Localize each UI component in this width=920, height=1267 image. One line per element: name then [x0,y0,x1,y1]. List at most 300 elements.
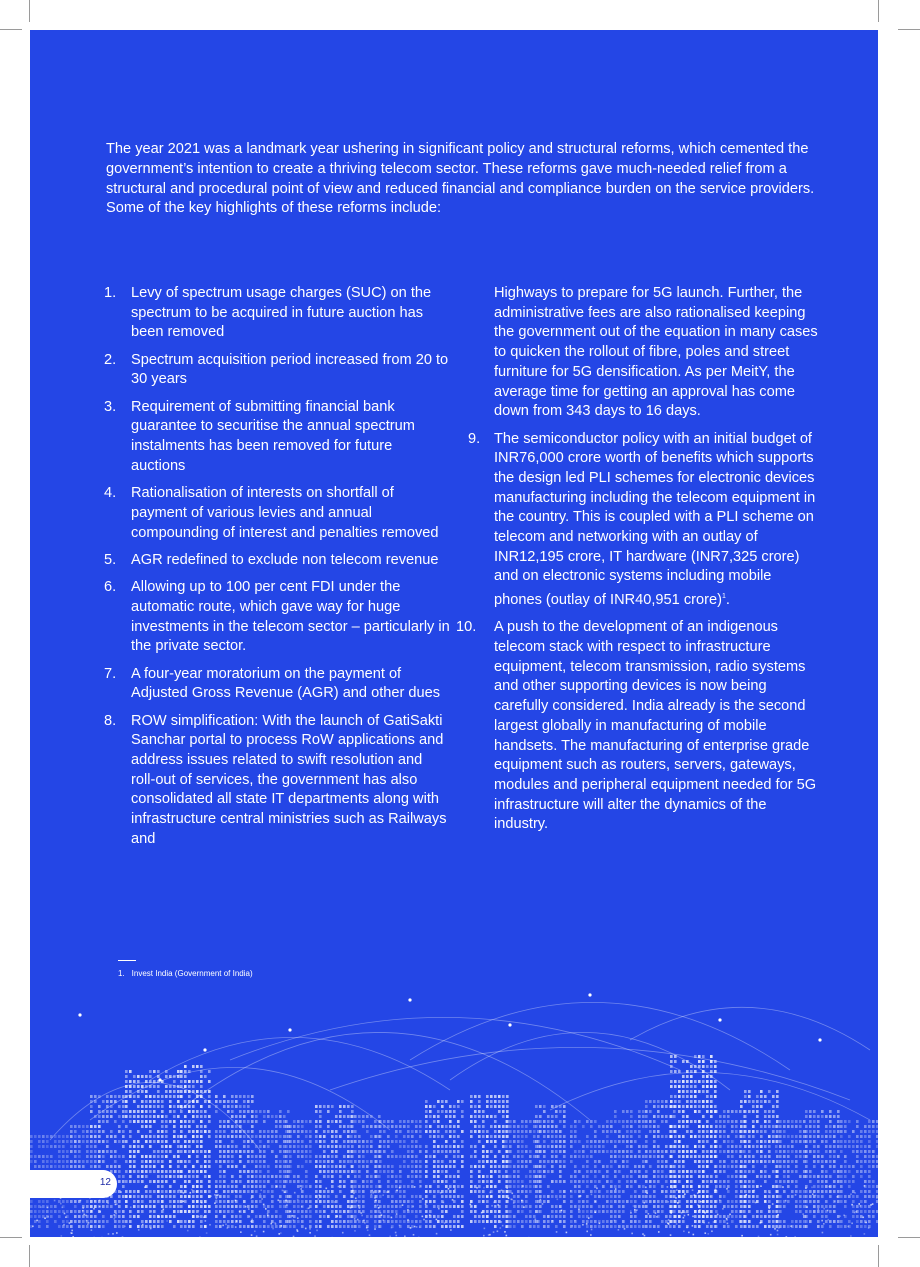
skyline-window [858,1203,860,1205]
skyline-window [279,1120,282,1123]
skyline-window [74,1135,77,1138]
skyline-window [817,1200,820,1203]
skyline-window [419,1160,422,1163]
skyline-window [543,1165,546,1168]
skyline-window [453,1185,456,1188]
skyline-window [235,1180,238,1183]
skyline-window [419,1226,421,1228]
skyline-window [517,1155,520,1158]
skyline-window [490,1185,493,1188]
skyline-window [375,1215,378,1218]
skyline-window [714,1090,717,1093]
skyline-window [173,1140,176,1143]
skyline-window [714,1220,717,1223]
crop-mark [0,29,22,30]
skyline-window [653,1190,656,1193]
skyline-window [133,1095,136,1098]
skyline-window [391,1195,394,1198]
skyline-window [180,1190,183,1193]
skyline-window [837,1110,840,1113]
skyline-window [129,1225,132,1228]
skyline-window [200,1170,203,1173]
skyline-window [823,1208,825,1210]
skyline-window [70,1150,73,1153]
skyline-window [235,1100,238,1103]
skyline-window [563,1190,566,1193]
skyline-window [770,1234,772,1236]
skyline-window [86,1210,89,1213]
skyline-window [661,1205,664,1208]
skyline-window [768,1110,771,1113]
skyline-window [727,1200,730,1203]
skyline-window [219,1210,222,1213]
skyline-window [94,1135,97,1138]
skyline-window [768,1155,771,1158]
skyline-window [293,1219,295,1221]
skyline-window [509,1190,512,1193]
skyline-window [719,1115,722,1118]
skyline-window [630,1185,633,1188]
skyline-window [323,1190,326,1193]
skyline-window [441,1165,444,1168]
skyline-window [795,1160,798,1163]
skyline-window [791,1140,794,1143]
skyline-window [259,1135,262,1138]
skyline-window [638,1195,641,1198]
skyline-window [208,1090,211,1093]
skyline-window [665,1150,668,1153]
skyline-window [470,1190,473,1193]
skyline-window [259,1200,262,1203]
skyline-window [356,1200,358,1202]
skyline-window [122,1155,125,1158]
skyline-window [248,1208,250,1210]
skyline-window [726,1219,728,1221]
skyline-window [852,1130,855,1133]
skyline-window [683,1217,685,1219]
skyline-window [309,1185,312,1188]
skyline-window [844,1175,847,1178]
skyline-window [78,1145,81,1148]
skyline-window [129,1220,132,1223]
skyline-window [445,1100,448,1103]
skyline-window [204,1150,207,1153]
skyline-window [196,1160,199,1163]
skyline-window [305,1200,308,1203]
skyline-window [300,1188,302,1190]
skyline-window [702,1205,705,1208]
skyline-window [645,1215,648,1218]
skyline-window [379,1185,382,1188]
skyline-window [678,1190,681,1193]
skyline-window [449,1185,452,1188]
skyline-window [429,1135,432,1138]
skyline-window [829,1225,832,1228]
skyline-window [622,1200,625,1203]
skyline-window [731,1200,734,1203]
skyline-window [157,1095,160,1098]
skyline-window [169,1145,172,1148]
skyline-window [752,1195,755,1198]
skyline-window [813,1165,816,1168]
skyline-window [411,1210,414,1213]
skyline-window [441,1150,444,1153]
skyline-window [618,1229,620,1231]
skyline-window [180,1075,183,1078]
skyline-window [598,1145,601,1148]
skyline-window [457,1155,460,1158]
skyline-window [149,1195,152,1198]
skyline-window [396,1190,398,1192]
skyline-window [219,1175,222,1178]
skyline-window [533,1170,536,1173]
reform-item [456,618,820,835]
skyline-window [555,1215,558,1218]
skyline-window [644,1235,646,1237]
skyline-window [787,1120,790,1123]
skyline-window [775,1220,778,1223]
skyline-window [606,1125,609,1128]
skyline-window [98,1225,101,1228]
skyline-window [161,1200,164,1203]
skyline-window [710,1100,713,1103]
skyline-window [833,1150,836,1153]
skyline-window [799,1200,802,1203]
skyline-window [46,1165,49,1168]
skyline-window [461,1195,464,1198]
skyline-window [764,1165,767,1168]
skyline-window [829,1150,832,1153]
skyline-window [301,1165,304,1168]
skyline-window [748,1195,751,1198]
skyline-window [786,1236,788,1237]
skyline-window [305,1150,308,1153]
skyline-window [453,1225,456,1228]
skyline-window [403,1220,406,1223]
skyline-window [275,1130,278,1133]
skyline-window [513,1175,516,1178]
skyline-window [403,1140,406,1143]
skyline-window [740,1130,743,1133]
skyline-window [494,1100,497,1103]
skyline-window [744,1125,747,1128]
reform-item [104,398,450,477]
skyline-window [350,1220,353,1223]
skyline-window [833,1130,836,1133]
skyline-window [169,1215,172,1218]
skyline-window [653,1130,656,1133]
skyline-window [149,1140,152,1143]
skyline-window [517,1220,520,1223]
skyline-window [180,1095,183,1098]
skyline-window [590,1215,593,1218]
skyline-window [486,1130,489,1133]
skyline-window [370,1125,373,1128]
skyline-window [840,1200,843,1203]
skyline-window [82,1210,84,1212]
skyline-window [673,1110,676,1113]
skyline-window [180,1170,183,1173]
skyline-window [513,1155,516,1158]
skyline-window [323,1160,326,1163]
skyline-window [177,1095,180,1098]
skyline-window [594,1211,596,1213]
skyline-window [582,1125,585,1128]
skyline-window [521,1140,524,1143]
skyline-window [354,1160,357,1163]
skyline-window [137,1110,140,1113]
skyline-window [570,1220,573,1223]
skyline-window [327,1175,330,1178]
skyline-window [327,1165,330,1168]
skyline-window [501,1190,503,1192]
skyline-window [354,1210,357,1213]
skyline-window [255,1135,258,1138]
skyline-window [403,1145,406,1148]
skyline-window [735,1225,738,1228]
skyline-window [498,1150,501,1153]
skyline-window [744,1170,747,1173]
crop-mark [29,1245,30,1267]
skyline-window [129,1080,132,1083]
skyline-window [535,1145,538,1148]
skyline-window [391,1175,394,1178]
skyline-window [494,1135,497,1138]
skyline-window [239,1190,242,1193]
skyline-window [504,1231,506,1233]
skyline-window [837,1125,840,1128]
skyline-window [673,1170,676,1173]
skyline-window [457,1135,460,1138]
skyline-window [297,1150,300,1153]
skyline-window [289,1211,291,1213]
skyline-window [714,1065,717,1068]
skyline-window [319,1190,322,1193]
skyline-window [756,1175,759,1178]
skyline-window [315,1200,318,1203]
skyline-window [184,1220,187,1223]
skyline-window [383,1190,386,1193]
skyline-window [760,1215,763,1218]
skyline-window [331,1130,334,1133]
skyline-window [429,1225,432,1228]
skyline-window [196,1130,199,1133]
skyline-window [739,1155,742,1158]
skyline-window [437,1160,440,1163]
skyline-window [837,1190,840,1193]
skyline-window [860,1135,863,1138]
skyline-window [586,1140,589,1143]
skyline-window [54,1205,57,1208]
skyline-window [200,1125,203,1128]
skyline-window [362,1200,365,1203]
skyline-window [719,1130,722,1133]
skyline-window [327,1160,330,1163]
skyline-window [699,1209,701,1211]
skyline-window [99,1206,101,1208]
skyline-window [267,1210,270,1213]
skyline-window [674,1100,677,1103]
skyline-window [735,1125,738,1128]
skyline-window [698,1135,701,1138]
skyline-window [657,1200,660,1203]
skyline-window [618,1190,621,1193]
skyline-window [204,1175,207,1178]
skyline-window [590,1180,593,1183]
skyline-window [719,1195,722,1198]
skyline-window [305,1228,307,1230]
skyline-window [149,1190,152,1193]
skyline-window [634,1155,637,1158]
skyline-window [618,1130,621,1133]
skyline-window [825,1150,828,1153]
skyline-window [649,1200,652,1203]
skyline-window [389,1236,391,1237]
skyline-window [547,1135,550,1138]
skyline-window [653,1225,656,1228]
skyline-window [453,1165,456,1168]
skyline-window [686,1080,689,1083]
skyline-window [387,1195,390,1198]
skyline-window [787,1155,790,1158]
skyline-window [559,1135,562,1138]
skyline-window [614,1210,617,1213]
skyline-window [686,1100,689,1103]
skyline-window [674,1095,677,1098]
skyline-window [284,1191,286,1193]
skyline-window [223,1095,226,1098]
skyline-window [411,1140,414,1143]
skyline-window [856,1205,859,1208]
skyline-window [192,1220,195,1223]
skyline-window [631,1233,633,1235]
skyline-window [457,1105,460,1108]
skyline-window [779,1135,782,1138]
skyline-window [90,1155,93,1158]
skyline-window [231,1165,234,1168]
skyline-window [622,1220,625,1223]
skyline-window [741,1235,743,1237]
skyline-window [301,1190,304,1193]
skyline-window [715,1165,718,1168]
skyline-window [315,1220,318,1223]
skyline-window [267,1140,270,1143]
skyline-window [137,1115,140,1118]
skyline-window [411,1150,414,1153]
skyline-window [319,1165,322,1168]
skyline-window [707,1233,709,1235]
skyline-window [723,1205,726,1208]
skyline-window [114,1120,117,1123]
skyline-window [626,1155,629,1158]
city-skyline-illustration [30,970,878,1237]
skyline-window [38,1135,41,1138]
skyline-window [200,1085,203,1088]
skyline-window [665,1200,668,1203]
skyline-window [407,1175,410,1178]
skyline-window [192,1065,195,1068]
skyline-window [255,1205,258,1208]
skyline-window [114,1170,117,1173]
skyline-window [642,1115,645,1118]
skyline-window [319,1220,322,1223]
skyline-window [478,1135,481,1138]
skyline-window [102,1140,105,1143]
skyline-window [698,1125,701,1128]
skyline-window [74,1150,77,1153]
skyline-window [743,1135,746,1138]
skyline-window [141,1105,144,1108]
skyline-window [227,1110,230,1113]
skyline-window [535,1185,538,1188]
skyline-window [772,1195,775,1198]
skyline-window [391,1185,394,1188]
skyline-window [378,1115,381,1118]
skyline-window [661,1100,664,1103]
skyline-window [165,1190,168,1193]
skyline-window [494,1170,497,1173]
skyline-window [649,1150,652,1153]
network-arc [630,1007,870,1050]
skyline-window [829,1135,832,1138]
skyline-window [748,1185,751,1188]
skyline-window [839,1215,841,1217]
skyline-window [343,1180,346,1183]
skyline-window [411,1185,414,1188]
skyline-window [791,1145,794,1148]
skyline-window [692,1216,694,1218]
skyline-window [433,1120,436,1123]
skyline-window [555,1155,558,1158]
skyline-window [837,1225,840,1228]
skyline-window [141,1200,144,1203]
skyline-window [247,1120,250,1123]
skyline-window [702,1065,705,1068]
skyline-window [70,1220,73,1223]
skyline-window [715,1170,718,1173]
skyline-window [188,1090,191,1093]
skyline-window [366,1160,369,1163]
skyline-window [646,1192,648,1194]
skyline-window [110,1205,113,1208]
skyline-window [210,1195,212,1197]
skyline-window [433,1200,436,1203]
skyline-window [419,1200,422,1203]
skyline-window [196,1140,199,1143]
skyline-window [407,1185,410,1188]
skyline-window [723,1110,726,1113]
skyline-window [702,1195,705,1198]
skyline-window [731,1150,734,1153]
skyline-window [251,1100,254,1103]
skyline-window [606,1180,609,1183]
skyline-window [34,1205,37,1208]
skyline-window [180,1220,183,1223]
skyline-window [844,1180,847,1183]
skyline-window [189,1192,191,1194]
skyline-window [653,1195,656,1198]
skyline-window [374,1120,377,1123]
skyline-window [323,1135,326,1138]
skyline-window [449,1175,452,1178]
skyline-window [62,1150,65,1153]
skyline-window [682,1060,685,1063]
skyline-window [642,1175,645,1178]
skyline-window [300,1185,302,1187]
skyline-window [735,1195,738,1198]
skyline-window [50,1215,53,1218]
skyline-window [196,1185,199,1188]
